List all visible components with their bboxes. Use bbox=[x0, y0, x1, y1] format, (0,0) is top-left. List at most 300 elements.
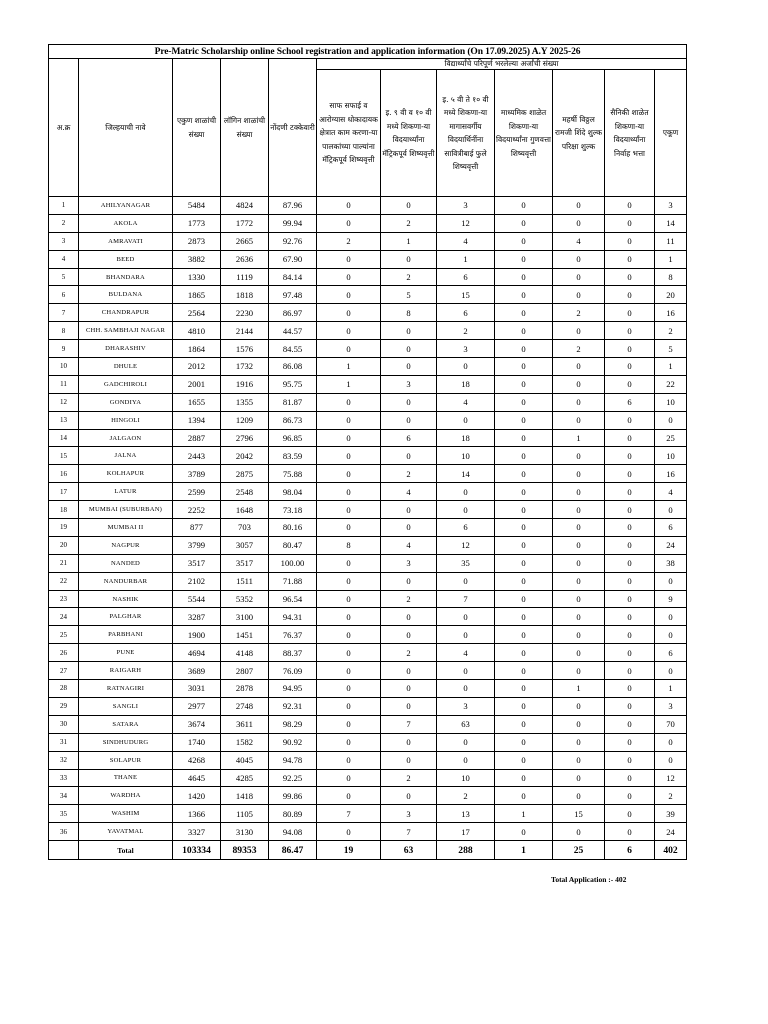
value-cell: 0 bbox=[317, 268, 381, 286]
value-cell: 0 bbox=[495, 680, 553, 698]
value-cell: 0 bbox=[317, 626, 381, 644]
value-cell: 0 bbox=[381, 572, 437, 590]
value-cell: 80.16 bbox=[269, 519, 317, 537]
value-cell: 35 bbox=[437, 554, 495, 572]
value-cell: 0 bbox=[317, 662, 381, 680]
value-cell: 0 bbox=[495, 322, 553, 340]
header-std9-10-scholarship: इ. ९ वी व १० वी मध्ये शिकणा-या विदयार्थ्यांना मॅट्रिकपूर्व शिष्यवृत्ती bbox=[381, 70, 437, 197]
value-cell: 63 bbox=[437, 715, 495, 733]
value-cell: 80.47 bbox=[269, 536, 317, 554]
value-cell: 0 bbox=[317, 465, 381, 483]
sr-cell: 6 bbox=[49, 286, 79, 304]
value-cell: 0 bbox=[317, 250, 381, 268]
value-cell: 0 bbox=[495, 286, 553, 304]
table-row bbox=[49, 662, 687, 680]
value-cell: 2443 bbox=[173, 447, 221, 465]
value-cell: 3882 bbox=[173, 250, 221, 268]
value-cell: 98.04 bbox=[269, 483, 317, 501]
value-cell: 0 bbox=[605, 715, 655, 733]
value-cell: 1865 bbox=[173, 286, 221, 304]
table-row bbox=[49, 823, 687, 841]
value-cell: 2 bbox=[381, 465, 437, 483]
value-cell: 0 bbox=[553, 662, 605, 680]
table-row bbox=[49, 697, 687, 715]
total-cell: 103334 bbox=[173, 841, 221, 860]
table-row bbox=[49, 322, 687, 340]
sr-cell: 30 bbox=[49, 715, 79, 733]
value-cell: 0 bbox=[495, 214, 553, 232]
value-cell: 2548 bbox=[221, 483, 269, 501]
value-cell: 0 bbox=[317, 572, 381, 590]
value-cell: 5 bbox=[381, 286, 437, 304]
value-cell: 92.76 bbox=[269, 232, 317, 250]
value-cell: 3517 bbox=[173, 554, 221, 572]
value-cell: 2 bbox=[655, 322, 687, 340]
value-cell: 0 bbox=[381, 322, 437, 340]
sr-cell: 3 bbox=[49, 232, 79, 250]
sr-cell: 10 bbox=[49, 358, 79, 376]
value-cell: 1 bbox=[655, 250, 687, 268]
value-cell: 4645 bbox=[173, 769, 221, 787]
value-cell: 38 bbox=[655, 554, 687, 572]
value-cell: 3789 bbox=[173, 465, 221, 483]
value-cell: 0 bbox=[553, 250, 605, 268]
value-cell: 0 bbox=[317, 697, 381, 715]
value-cell: 1732 bbox=[221, 358, 269, 376]
district-cell: NANDURBAR bbox=[79, 572, 173, 590]
value-cell: 0 bbox=[495, 769, 553, 787]
value-cell: 0 bbox=[495, 608, 553, 626]
value-cell: 0 bbox=[317, 554, 381, 572]
table-row bbox=[49, 787, 687, 805]
value-cell: 0 bbox=[495, 358, 553, 376]
table-row bbox=[49, 214, 687, 232]
value-cell: 0 bbox=[553, 358, 605, 376]
value-cell: 25 bbox=[655, 429, 687, 447]
value-cell: 3689 bbox=[173, 662, 221, 680]
value-cell: 2564 bbox=[173, 304, 221, 322]
value-cell: 1 bbox=[317, 375, 381, 393]
value-cell: 3 bbox=[381, 805, 437, 823]
table-row bbox=[49, 429, 687, 447]
value-cell: 0 bbox=[655, 501, 687, 519]
value-cell: 1330 bbox=[173, 268, 221, 286]
table-row bbox=[49, 465, 687, 483]
value-cell: 0 bbox=[437, 483, 495, 501]
table-row bbox=[49, 644, 687, 662]
total-application-note: Total Application :- 402 bbox=[551, 875, 627, 884]
value-cell: 0 bbox=[317, 304, 381, 322]
table-row bbox=[49, 340, 687, 358]
district-cell: DHARASHIV bbox=[79, 340, 173, 358]
value-cell: 1655 bbox=[173, 393, 221, 411]
value-cell: 2796 bbox=[221, 429, 269, 447]
value-cell: 0 bbox=[495, 465, 553, 483]
table-row bbox=[49, 769, 687, 787]
value-cell: 0 bbox=[437, 751, 495, 769]
value-cell: 1 bbox=[495, 805, 553, 823]
value-cell: 0 bbox=[605, 554, 655, 572]
value-cell: 0 bbox=[381, 411, 437, 429]
value-cell: 0 bbox=[317, 823, 381, 841]
value-cell: 0 bbox=[553, 644, 605, 662]
value-cell: 2230 bbox=[221, 304, 269, 322]
value-cell: 2042 bbox=[221, 447, 269, 465]
value-cell: 75.88 bbox=[269, 465, 317, 483]
value-cell: 2012 bbox=[173, 358, 221, 376]
value-cell: 1366 bbox=[173, 805, 221, 823]
total-cell: 86.47 bbox=[269, 841, 317, 860]
value-cell: 0 bbox=[605, 536, 655, 554]
value-cell: 12 bbox=[437, 536, 495, 554]
header-merit-scholarship: माध्यमिक शाळेत शिकणा-या विदयार्थ्यांना गुणवत्ता शिष्यवृत्ती bbox=[495, 70, 553, 197]
table-row bbox=[49, 572, 687, 590]
value-cell: 71.88 bbox=[269, 572, 317, 590]
total-row bbox=[49, 841, 687, 860]
value-cell: 39 bbox=[655, 805, 687, 823]
district-cell: JALNA bbox=[79, 447, 173, 465]
value-cell: 0 bbox=[495, 733, 553, 751]
sr-cell: 2 bbox=[49, 214, 79, 232]
value-cell: 3 bbox=[655, 197, 687, 215]
sr-cell: 4 bbox=[49, 250, 79, 268]
value-cell: 1 bbox=[655, 680, 687, 698]
value-cell: 1394 bbox=[173, 411, 221, 429]
value-cell: 0 bbox=[437, 608, 495, 626]
value-cell: 0 bbox=[381, 697, 437, 715]
district-cell: WARDHA bbox=[79, 787, 173, 805]
value-cell: 0 bbox=[381, 501, 437, 519]
value-cell: 2 bbox=[381, 644, 437, 662]
value-cell: 0 bbox=[495, 393, 553, 411]
value-cell: 99.94 bbox=[269, 214, 317, 232]
table-row bbox=[49, 680, 687, 698]
table-row bbox=[49, 805, 687, 823]
value-cell: 0 bbox=[437, 411, 495, 429]
value-cell: 2977 bbox=[173, 697, 221, 715]
value-cell: 1 bbox=[437, 250, 495, 268]
district-cell: GADCHIROLI bbox=[79, 375, 173, 393]
district-cell: HINGOLI bbox=[79, 411, 173, 429]
value-cell: 0 bbox=[381, 751, 437, 769]
sr-cell: 22 bbox=[49, 572, 79, 590]
table-title: Pre-Matric Scholarship online School registration and application information (On 17.09.2025) A.Y 2025-26 bbox=[49, 45, 687, 59]
value-cell: 0 bbox=[437, 680, 495, 698]
value-cell: 4148 bbox=[221, 644, 269, 662]
value-cell: 6 bbox=[437, 519, 495, 537]
value-cell: 0 bbox=[317, 608, 381, 626]
value-cell: 0 bbox=[495, 572, 553, 590]
value-cell: 2 bbox=[437, 322, 495, 340]
value-cell: 0 bbox=[381, 447, 437, 465]
value-cell: 2807 bbox=[221, 662, 269, 680]
district-cell: PALGHAR bbox=[79, 608, 173, 626]
value-cell: 84.55 bbox=[269, 340, 317, 358]
value-cell: 0 bbox=[605, 590, 655, 608]
header-total-schools: एकुण शाळांची संख्या bbox=[173, 59, 221, 197]
value-cell: 0 bbox=[495, 662, 553, 680]
value-cell: 4 bbox=[437, 232, 495, 250]
value-cell: 2102 bbox=[173, 572, 221, 590]
value-cell: 0 bbox=[605, 214, 655, 232]
value-cell: 3130 bbox=[221, 823, 269, 841]
value-cell: 0 bbox=[495, 250, 553, 268]
sr-cell: 27 bbox=[49, 662, 79, 680]
value-cell: 7 bbox=[381, 823, 437, 841]
value-cell: 2 bbox=[381, 268, 437, 286]
value-cell: 877 bbox=[173, 519, 221, 537]
sr-cell: 5 bbox=[49, 268, 79, 286]
value-cell: 8 bbox=[317, 536, 381, 554]
value-cell: 3 bbox=[437, 340, 495, 358]
value-cell: 4 bbox=[553, 232, 605, 250]
value-cell: 94.31 bbox=[269, 608, 317, 626]
value-cell: 6 bbox=[437, 304, 495, 322]
district-cell: SANGLI bbox=[79, 697, 173, 715]
table-row bbox=[49, 608, 687, 626]
value-cell: 1582 bbox=[221, 733, 269, 751]
value-cell: 0 bbox=[317, 483, 381, 501]
value-cell: 0 bbox=[381, 787, 437, 805]
value-cell: 2875 bbox=[221, 465, 269, 483]
value-cell: 1 bbox=[553, 680, 605, 698]
value-cell: 0 bbox=[317, 286, 381, 304]
district-cell: NASHIK bbox=[79, 590, 173, 608]
value-cell: 44.57 bbox=[269, 322, 317, 340]
value-cell: 3674 bbox=[173, 715, 221, 733]
value-cell: 81.87 bbox=[269, 393, 317, 411]
sr-cell: 34 bbox=[49, 787, 79, 805]
total-cell: 1 bbox=[495, 841, 553, 860]
table-row bbox=[49, 197, 687, 215]
value-cell: 24 bbox=[655, 536, 687, 554]
value-cell: 4 bbox=[381, 483, 437, 501]
value-cell: 0 bbox=[605, 483, 655, 501]
value-cell: 9 bbox=[655, 590, 687, 608]
value-cell: 84.14 bbox=[269, 268, 317, 286]
value-cell: 1420 bbox=[173, 787, 221, 805]
district-cell: RAIGARH bbox=[79, 662, 173, 680]
value-cell: 0 bbox=[605, 322, 655, 340]
value-cell: 0 bbox=[553, 411, 605, 429]
district-cell: PARBHANI bbox=[79, 626, 173, 644]
value-cell: 0 bbox=[605, 232, 655, 250]
district-cell: WASHIM bbox=[79, 805, 173, 823]
value-cell: 2887 bbox=[173, 429, 221, 447]
value-cell: 18 bbox=[437, 429, 495, 447]
value-cell: 0 bbox=[605, 501, 655, 519]
value-cell: 0 bbox=[553, 823, 605, 841]
value-cell: 0 bbox=[605, 823, 655, 841]
value-cell: 7 bbox=[381, 715, 437, 733]
value-cell: 0 bbox=[495, 536, 553, 554]
value-cell: 2636 bbox=[221, 250, 269, 268]
value-cell: 67.90 bbox=[269, 250, 317, 268]
value-cell: 15 bbox=[437, 286, 495, 304]
value-cell: 0 bbox=[605, 411, 655, 429]
value-cell: 1451 bbox=[221, 626, 269, 644]
value-cell: 10 bbox=[655, 447, 687, 465]
value-cell: 0 bbox=[495, 197, 553, 215]
value-cell: 3 bbox=[381, 554, 437, 572]
district-cell: AMRAVATI bbox=[79, 232, 173, 250]
value-cell: 10 bbox=[437, 447, 495, 465]
value-cell: 1648 bbox=[221, 501, 269, 519]
sr-cell: 1 bbox=[49, 197, 79, 215]
value-cell: 0 bbox=[317, 733, 381, 751]
value-cell: 0 bbox=[495, 554, 553, 572]
value-cell: 3 bbox=[655, 697, 687, 715]
value-cell: 6 bbox=[381, 429, 437, 447]
value-cell: 0 bbox=[605, 375, 655, 393]
table-row bbox=[49, 268, 687, 286]
value-cell: 0 bbox=[437, 733, 495, 751]
value-cell: 0 bbox=[381, 393, 437, 411]
district-cell: NAGPUR bbox=[79, 536, 173, 554]
value-cell: 0 bbox=[605, 787, 655, 805]
value-cell: 0 bbox=[605, 465, 655, 483]
value-cell: 0 bbox=[495, 447, 553, 465]
value-cell: 7 bbox=[437, 590, 495, 608]
value-cell: 0 bbox=[553, 590, 605, 608]
value-cell: 0 bbox=[437, 358, 495, 376]
value-cell: 4 bbox=[437, 393, 495, 411]
value-cell: 1818 bbox=[221, 286, 269, 304]
value-cell: 2873 bbox=[173, 232, 221, 250]
value-cell: 0 bbox=[605, 662, 655, 680]
value-cell: 0 bbox=[495, 501, 553, 519]
value-cell: 0 bbox=[317, 680, 381, 698]
value-cell: 2 bbox=[381, 769, 437, 787]
value-cell: 0 bbox=[317, 769, 381, 787]
total-cell bbox=[49, 841, 79, 860]
district-cell: PUNE bbox=[79, 644, 173, 662]
district-cell: CHANDRAPUR bbox=[79, 304, 173, 322]
value-cell: 86.08 bbox=[269, 358, 317, 376]
sr-cell: 31 bbox=[49, 733, 79, 751]
value-cell: 0 bbox=[317, 447, 381, 465]
value-cell: 96.85 bbox=[269, 429, 317, 447]
value-cell: 0 bbox=[605, 268, 655, 286]
value-cell: 2 bbox=[381, 590, 437, 608]
total-cell: 402 bbox=[655, 841, 687, 860]
value-cell: 80.89 bbox=[269, 805, 317, 823]
value-cell: 0 bbox=[605, 608, 655, 626]
value-cell: 0 bbox=[495, 644, 553, 662]
value-cell: 8 bbox=[655, 268, 687, 286]
value-cell: 90.92 bbox=[269, 733, 317, 751]
value-cell: 0 bbox=[553, 715, 605, 733]
value-cell: 0 bbox=[437, 662, 495, 680]
value-cell: 0 bbox=[381, 608, 437, 626]
value-cell: 1209 bbox=[221, 411, 269, 429]
value-cell: 0 bbox=[553, 322, 605, 340]
value-cell: 0 bbox=[655, 626, 687, 644]
value-cell: 0 bbox=[553, 626, 605, 644]
value-cell: 0 bbox=[605, 805, 655, 823]
total-cell: 89353 bbox=[221, 841, 269, 860]
value-cell: 2878 bbox=[221, 680, 269, 698]
value-cell: 0 bbox=[553, 375, 605, 393]
value-cell: 2001 bbox=[173, 375, 221, 393]
sr-cell: 36 bbox=[49, 823, 79, 841]
sr-cell: 15 bbox=[49, 447, 79, 465]
table-row bbox=[49, 304, 687, 322]
value-cell: 0 bbox=[317, 214, 381, 232]
value-cell: 0 bbox=[495, 751, 553, 769]
value-cell: 0 bbox=[495, 519, 553, 537]
value-cell: 0 bbox=[605, 304, 655, 322]
value-cell: 0 bbox=[553, 214, 605, 232]
district-cell: DHULE bbox=[79, 358, 173, 376]
value-cell: 92.31 bbox=[269, 697, 317, 715]
value-cell: 0 bbox=[495, 340, 553, 358]
value-cell: 0 bbox=[605, 572, 655, 590]
value-cell: 0 bbox=[317, 322, 381, 340]
value-cell: 0 bbox=[317, 751, 381, 769]
header-total: एकूण bbox=[655, 70, 687, 197]
total-cell: 288 bbox=[437, 841, 495, 860]
total-cell: 19 bbox=[317, 841, 381, 860]
sr-cell: 35 bbox=[49, 805, 79, 823]
sr-cell: 7 bbox=[49, 304, 79, 322]
header-sainik-allowance: सैनिकी शाळेत शिकणा-या विदयार्थ्यांना निर्वाह भत्ता bbox=[605, 70, 655, 197]
sr-cell: 9 bbox=[49, 340, 79, 358]
value-cell: 1576 bbox=[221, 340, 269, 358]
value-cell: 86.73 bbox=[269, 411, 317, 429]
total-label: Total bbox=[79, 841, 173, 860]
sr-cell: 33 bbox=[49, 769, 79, 787]
value-cell: 0 bbox=[381, 340, 437, 358]
district-cell: SINDHUDURG bbox=[79, 733, 173, 751]
value-cell: 1740 bbox=[173, 733, 221, 751]
value-cell: 5544 bbox=[173, 590, 221, 608]
scholarship-table bbox=[48, 44, 687, 860]
sr-cell: 18 bbox=[49, 501, 79, 519]
value-cell: 95.75 bbox=[269, 375, 317, 393]
value-cell: 13 bbox=[437, 805, 495, 823]
value-cell: 14 bbox=[655, 214, 687, 232]
value-cell: 0 bbox=[317, 393, 381, 411]
sr-cell: 14 bbox=[49, 429, 79, 447]
sr-cell: 13 bbox=[49, 411, 79, 429]
value-cell: 1900 bbox=[173, 626, 221, 644]
value-cell: 0 bbox=[605, 733, 655, 751]
value-cell: 17 bbox=[437, 823, 495, 841]
value-cell: 83.59 bbox=[269, 447, 317, 465]
value-cell: 100.00 bbox=[269, 554, 317, 572]
header-registration-pct: नोंदणी टक्केवारी bbox=[269, 59, 317, 197]
sr-cell: 11 bbox=[49, 375, 79, 393]
value-cell: 0 bbox=[553, 447, 605, 465]
value-cell: 0 bbox=[381, 662, 437, 680]
value-cell: 1916 bbox=[221, 375, 269, 393]
value-cell: 0 bbox=[495, 411, 553, 429]
table-row bbox=[49, 393, 687, 411]
value-cell: 3057 bbox=[221, 536, 269, 554]
district-cell: LATUR bbox=[79, 483, 173, 501]
value-cell: 24 bbox=[655, 823, 687, 841]
value-cell: 88.37 bbox=[269, 644, 317, 662]
value-cell: 92.25 bbox=[269, 769, 317, 787]
table-row bbox=[49, 751, 687, 769]
value-cell: 94.78 bbox=[269, 751, 317, 769]
header-sr: अ.क्र bbox=[49, 59, 79, 197]
value-cell: 0 bbox=[495, 429, 553, 447]
value-cell: 0 bbox=[495, 697, 553, 715]
value-cell: 7 bbox=[317, 805, 381, 823]
value-cell: 3287 bbox=[173, 608, 221, 626]
